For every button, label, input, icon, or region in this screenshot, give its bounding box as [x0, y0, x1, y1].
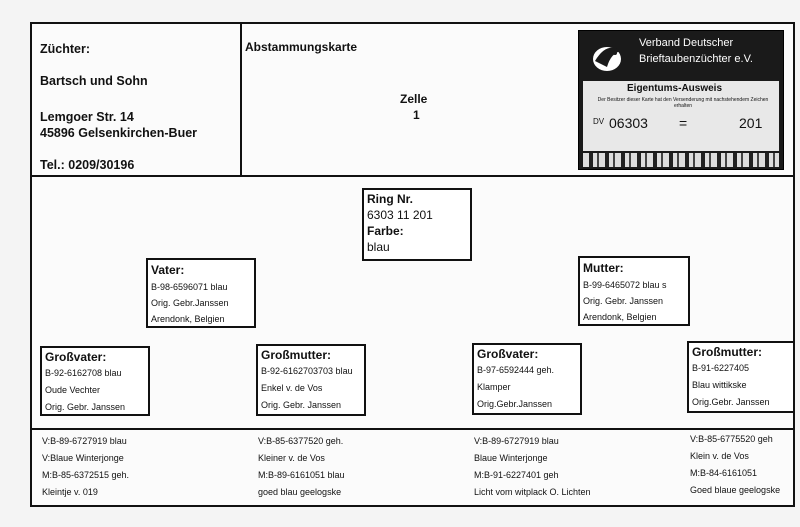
header-vertical-divider	[240, 22, 242, 175]
grandparent-2-label: Großmutter:	[261, 348, 331, 362]
grandparent-4-label: Großmutter:	[692, 345, 762, 359]
grandparent-box-2	[256, 344, 366, 416]
gg-1-line-3: M:B-85-6372515 geh.	[42, 470, 130, 480]
grandparent-3-line-3: Orig.Gebr.Janssen	[477, 399, 553, 409]
page-title: Abstammungskarte	[245, 40, 358, 54]
color-label: Farbe:	[367, 224, 404, 238]
breeder-street: Lemgoer Str. 14	[40, 110, 134, 124]
breeder-phone: Tel.: 0209/30196	[40, 158, 135, 172]
grandparent-3-line-1: B-97-6592444 geh.	[477, 365, 555, 375]
mother-line-3: Arendonk, Belgien	[583, 312, 657, 322]
father-line-3: Arendonk, Belgien	[151, 314, 225, 324]
mother-box	[578, 256, 690, 326]
grandparent-2-line-3: Orig. Gebr. Janssen	[261, 400, 342, 410]
father-line-1: B-98-6596071 blau	[151, 282, 228, 292]
grandparent-2-line-2: Enkel v. de Vos	[261, 383, 323, 393]
badge-org-line2: Brieftaubenzüchter e.V.	[639, 53, 753, 65]
gg-1-line-2: V:Blaue Winterjonge	[42, 453, 124, 463]
breeder-name: Bartsch und Sohn	[40, 74, 148, 88]
badge-prefix: DV	[593, 117, 605, 126]
mother-line-2: Orig. Gebr. Janssen	[583, 296, 664, 306]
badge-suffix: 201	[739, 115, 763, 131]
grandparent-box-4	[687, 341, 795, 413]
grandparent-box-3	[472, 343, 582, 415]
color-value: blau	[367, 240, 390, 254]
gg-2-line-2: Kleiner v. de Vos	[258, 453, 325, 463]
grandparent-box-1	[40, 346, 150, 416]
grandparent-4-line-2: Blau wittikske	[692, 380, 747, 390]
gg-3-line-2: Blaue Winterjonge	[474, 453, 548, 463]
gg-4-line-4: Goed blaue geelogske	[690, 485, 781, 495]
gg-2-line-1: V:B-85-6377520 geh.	[258, 436, 344, 446]
badge-org-line1: Verband Deutscher	[639, 37, 734, 49]
ring-label: Ring Nr.	[367, 192, 414, 206]
gg-3-line-1: V:B-89-6727919 blau	[474, 436, 559, 446]
gg-4-line-2: Klein v. de Vos	[690, 451, 749, 461]
grandparent-1-label: Großvater:	[45, 350, 107, 364]
grandparent-4-line-1: B-91-6227405	[692, 363, 750, 373]
grandparent-1-line-3: Orig. Gebr. Janssen	[45, 402, 126, 412]
badge-security-band	[583, 153, 779, 167]
bird-box	[362, 188, 472, 261]
grandparent-3-line-2: Klamper	[477, 382, 511, 392]
gg-3-line-4: Licht vom witplack O. Lichten	[474, 487, 591, 497]
cell-label: Zelle	[400, 92, 428, 106]
breeder-city: 45896 Gelsenkirchen-Buer	[40, 126, 198, 140]
cell-value: 1	[413, 108, 420, 122]
badge-title: Eigentums-Ausweis	[627, 83, 723, 94]
gg-2-line-3: M:B-89-6161051 blau	[258, 470, 345, 480]
grandparent-1-line-1: B-92-6162708 blau	[45, 368, 122, 378]
grandparent-4-line-3: Orig.Gebr. Janssen	[692, 397, 770, 407]
mother-label: Mutter:	[583, 261, 624, 275]
badge-number: 06303	[609, 115, 648, 131]
gg-2-line-4: goed blau geelogske	[258, 487, 342, 497]
grandparent-3-label: Großvater:	[477, 347, 539, 361]
header-divider	[30, 175, 795, 177]
footer-divider	[30, 428, 795, 430]
gg-1-line-1: V:B-89-6727919 blau	[42, 436, 127, 446]
mother-line-1: B-99-6465072 blau s	[583, 280, 667, 290]
ring-value: 6303 11 201	[367, 208, 433, 222]
grandparent-2-line-1: B-92-6162703703 blau	[261, 366, 353, 376]
father-line-2: Orig. Gebr.Janssen	[151, 298, 229, 308]
gg-1-line-4: Kleintje v. 019	[42, 487, 98, 497]
father-label: Vater:	[151, 263, 185, 277]
gg-4-line-1: V:B-85-6775520 geh	[690, 434, 773, 444]
gg-3-line-3: M:B-91-6227401 geh	[474, 470, 559, 480]
grandparent-1-line-2: Oude Vechter	[45, 385, 101, 395]
badge-separator: =	[679, 115, 688, 131]
ownership-badge	[578, 30, 784, 170]
father-box	[146, 258, 256, 328]
gg-4-line-3: M:B-84-6161051	[690, 468, 758, 478]
pigeon-logo-icon	[587, 37, 627, 77]
breeder-label: Züchter:	[40, 42, 90, 56]
badge-note: Der Besitzer dieser Karte hat den Versenderung mit nachstehendem Zeichen erhalten	[597, 97, 769, 109]
